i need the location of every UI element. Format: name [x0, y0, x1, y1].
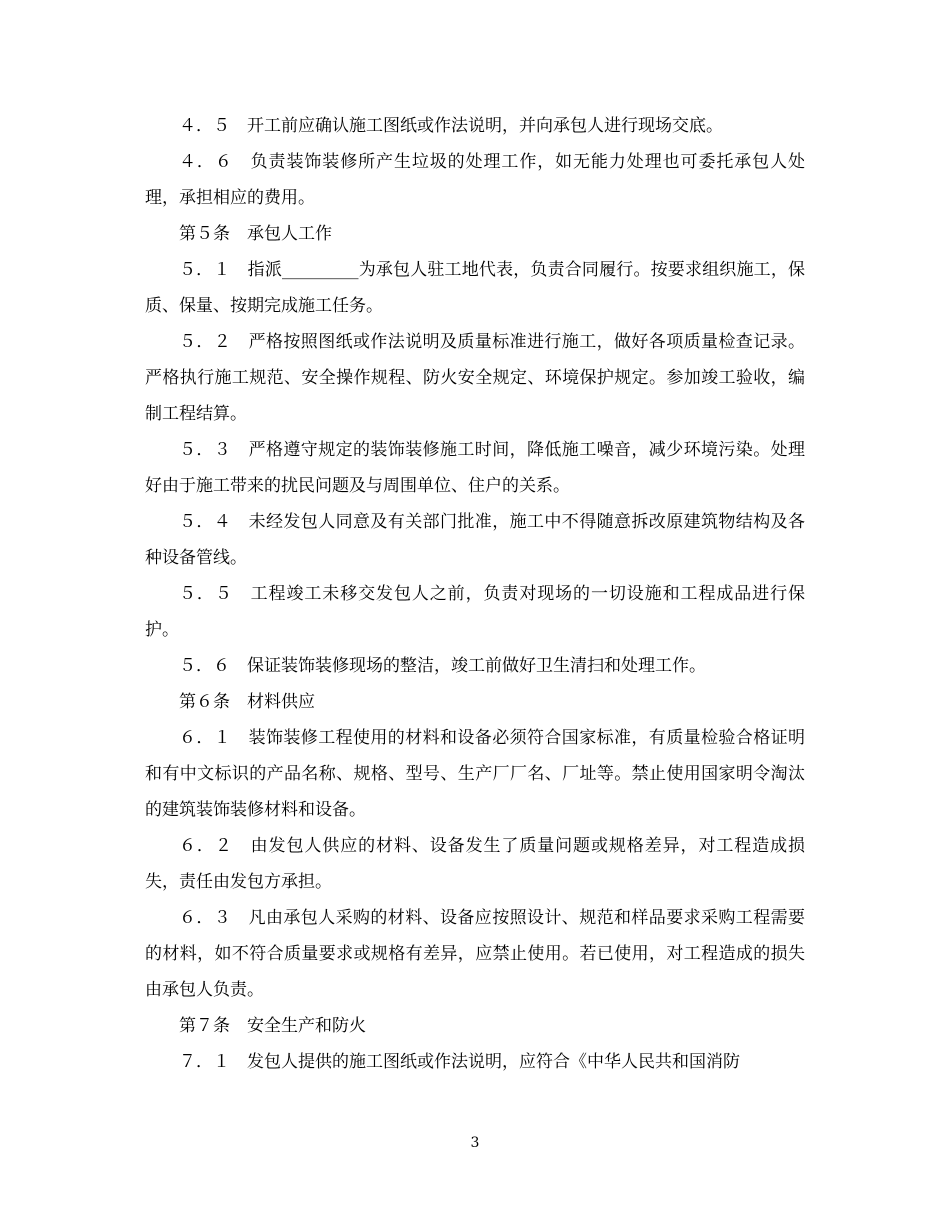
- article-5-heading: 第５条 承包人工作: [179, 224, 332, 244]
- article-7-heading: 第７条 安全生产和防火: [179, 1016, 366, 1036]
- clause-6-2: ６．２ 由发包人供应的材料、设备发生了质量问题或规格差异，对工程造成损失，责任由发包方承担。: [145, 836, 805, 892]
- clause-5-4: ５．４ 未经发包人同意及有关部门批准，施工中不得随意拆改原建筑物结构及各种设备管线。: [145, 512, 805, 568]
- document-body: [145, 108, 805, 1080]
- clause-5-3: ５．３ 严格遵守规定的装饰装修施工时间，降低施工噪音，减少环境污染。处理好由于施工带来的扰民问题及与周围单位、住户的关系。: [145, 440, 805, 496]
- clause-5-5: ５．５ 工程竣工未移交发包人之前，负责对现场的一切设施和工程成品进行保护。: [145, 584, 805, 640]
- clause-7-1: ７．１ 发包人提供的施工图纸或作法说明，应符合《中华人民共和国消防: [179, 1052, 740, 1072]
- page-number: 3: [470, 1135, 480, 1151]
- clause-6-3: ６．３ 凡由承包人采购的材料、设备应按照设计、规范和样品要求采购工程需要的材料，如不符合质量要求或规格有差异，应禁止使用。若已使用，对工程造成的损失由承包人负责。: [145, 908, 805, 1000]
- clause-4-5: ４．５ 开工前应确认施工图纸或作法说明，并向承包人进行现场交底。: [179, 116, 723, 136]
- clause-4-6: ４．６ 负责装饰装修所产生垃圾的处理工作，如无能力处理也可委托承包人处理，承担相应的费用。: [145, 152, 805, 208]
- article-6-heading: 第６条 材料供应: [179, 692, 315, 712]
- clause-5-2: ５．２ 严格按照图纸或作法说明及质量标准进行施工，做好各项质量检查记录。严格执行施工规范、安全操作规程、防火安全规定、环境保护规定。参加竣工验收，编制工程结算。: [145, 332, 805, 424]
- clause-5-6: ５．６ 保证装饰装修现场的整洁，竣工前做好卫生清扫和处理工作。: [179, 656, 706, 676]
- clause-5-1: ５．１ 指派_________为承包人驻工地代表，负责合同履行。按要求组织施工，保质、保量、按期完成施工任务。: [145, 260, 805, 316]
- clause-6-1: ６．１ 装饰装修工程使用的材料和设备必须符合国家标准，有质量检验合格证明和有中文标识的产品名称、规格、型号、生产厂厂名、厂址等。禁止使用国家明令淘汰的建筑装饰装修材料和设备。: [145, 728, 805, 820]
